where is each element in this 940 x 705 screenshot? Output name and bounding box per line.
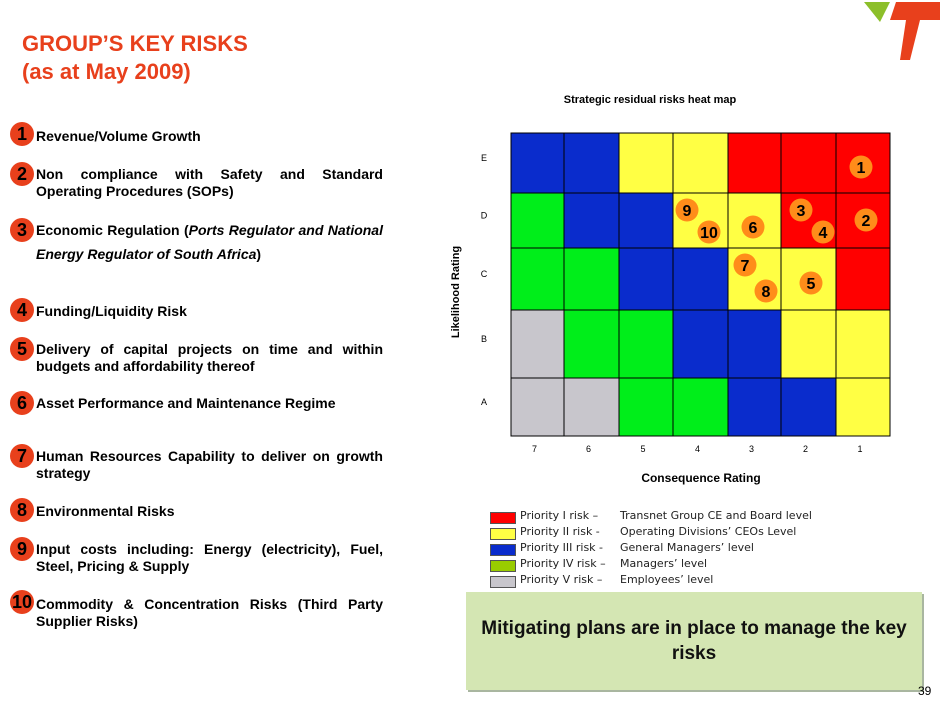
risk-text: Delivery of capital projects on time and within budgets and affordability thereof	[36, 341, 383, 374]
heatmap-y-tick-label: B	[480, 334, 488, 344]
heatmap-cell	[673, 248, 728, 310]
heatmap-x-tick-label: 3	[748, 444, 755, 454]
heatmap-cell	[564, 133, 619, 193]
risk-marker	[790, 199, 813, 222]
page-number: 39	[918, 684, 932, 698]
heatmap-cell	[619, 310, 673, 378]
risk-number-badge: 10	[11, 592, 33, 612]
risk-number-badge: 5	[10, 337, 34, 361]
legend-row	[490, 509, 850, 525]
legend-label: Priority II risk -	[520, 525, 600, 538]
heatmap-cell	[511, 248, 564, 310]
risk-number-badge: 1	[10, 122, 34, 146]
legend-swatch	[490, 544, 516, 556]
heatmap-cell	[564, 248, 619, 310]
heatmap-cell	[836, 310, 890, 378]
risk-marker	[850, 156, 873, 179]
heatmap-cell	[781, 378, 836, 436]
risk-number-badge: 2	[10, 162, 34, 186]
heatmap-cell	[511, 133, 564, 193]
risk-marker-label: 8	[761, 284, 771, 301]
risk-marker-label: 10	[700, 225, 718, 242]
risk-number-badge: 4	[10, 298, 34, 322]
heatmap-cell	[673, 310, 728, 378]
risk-text: Funding/Liquidity Risk	[36, 303, 187, 319]
heatmap-cell	[619, 248, 673, 310]
risk-text: Environmental Risks	[36, 503, 175, 519]
heatmap-cell	[564, 378, 619, 436]
legend-desc: Employees’ level	[620, 573, 714, 586]
heatmap-y-tick-label: E	[480, 153, 488, 163]
heatmap-cell	[673, 133, 728, 193]
heatmap-y-axis-label: Likelihood Rating	[450, 245, 462, 339]
risk-marker	[742, 216, 765, 239]
heatmap-cell	[564, 310, 619, 378]
heatmap-cell	[836, 248, 890, 310]
heatmap-cell	[781, 133, 836, 193]
heatmap-cell	[728, 378, 781, 436]
heatmap-x-tick-label: 7	[531, 444, 538, 454]
heatmap-cell	[728, 310, 781, 378]
legend-swatch	[490, 576, 516, 588]
risk-text: Revenue/Volume Growth	[36, 128, 201, 144]
heatmap-cell	[511, 310, 564, 378]
mitigation-callout	[466, 592, 922, 690]
risk-marker	[800, 272, 823, 295]
legend-desc: General Managers’ level	[620, 541, 754, 554]
risk-marker	[755, 280, 778, 303]
risk-text-italic: Ports Regulator and National Energy Regulator of South Africa	[36, 222, 383, 262]
legend-row	[490, 525, 850, 541]
heatmap-y-tick-label: C	[480, 269, 488, 279]
heatmap-x-tick-label: 6	[585, 444, 592, 454]
legend-swatch	[490, 512, 516, 524]
legend-swatch	[490, 528, 516, 540]
legend-label: Priority I risk –	[520, 509, 599, 522]
risk-text-suffix: )	[256, 246, 262, 262]
heatmap-y-tick-label: A	[480, 397, 488, 407]
legend-label: Priority IV risk –	[520, 557, 606, 570]
heatmap-cell	[728, 248, 781, 310]
heatmap-x-tick-label: 2	[802, 444, 809, 454]
risk-number-badge: 9	[10, 537, 34, 561]
risk-marker-label: 7	[740, 258, 750, 275]
heatmap-cell	[564, 193, 619, 248]
risk-text-prefix: Economic Regulation (	[36, 222, 189, 238]
page-title-line1: GROUP’S KEY RISKS	[22, 31, 248, 56]
legend-label: Priority V risk –	[520, 573, 603, 586]
risk-marker-label: 5	[806, 276, 816, 293]
heatmap-cell	[619, 193, 673, 248]
risk-text: Human Resources Capability to deliver on growth strategy	[36, 448, 383, 481]
heatmap-cell	[511, 378, 564, 436]
legend-swatch	[490, 560, 516, 572]
risk-marker	[698, 221, 721, 244]
legend-desc: Transnet Group CE and Board level	[620, 509, 812, 522]
risk-marker	[855, 209, 878, 232]
heatmap-x-tick-label: 4	[694, 444, 701, 454]
heatmap-x-tick-label: 1	[857, 444, 863, 454]
page-title-line2: (as at May 2009)	[22, 59, 191, 84]
heatmap-cell	[836, 378, 890, 436]
risk-text: Commodity & Concentration Risks (Third Party Supplier Risks)	[36, 596, 383, 629]
heatmap-title: Strategic residual risks heat map	[563, 94, 737, 106]
legend-row	[490, 573, 850, 589]
risk-number-badge: 7	[10, 444, 34, 468]
mitigation-text: Mitigating plans are in place to manage the key risks	[481, 618, 907, 664]
heatmap-cell	[673, 378, 728, 436]
risk-text: Asset Performance and Maintenance Regime	[36, 395, 336, 411]
risk-marker	[676, 199, 699, 222]
legend-row	[490, 541, 850, 557]
heatmap-cell	[781, 310, 836, 378]
heatmap-cell	[511, 193, 564, 248]
risk-marker-label: 9	[682, 203, 692, 220]
risk-marker-label: 1	[856, 160, 866, 177]
legend-desc: Managers’ level	[620, 557, 708, 570]
risk-marker-label: 3	[796, 203, 806, 220]
risk-number-badge: 8	[10, 498, 34, 522]
risk-marker-label: 4	[818, 225, 828, 242]
risk-marker	[812, 221, 835, 244]
heatmap-cell	[619, 378, 673, 436]
risk-marker-label: 2	[861, 213, 871, 230]
heatmap-cell	[619, 133, 673, 193]
risk-number-badge: 3	[10, 218, 34, 242]
legend-desc: Operating Divisions’ CEOs Level	[620, 525, 797, 538]
heatmap-x-axis-label: Consequence Rating	[641, 471, 761, 485]
legend-row	[490, 557, 850, 573]
risk-text: Non compliance with Safety and Standard Operating Procedures (SOPs)	[36, 166, 383, 199]
heatmap-x-tick-label: 5	[640, 444, 646, 454]
legend-label: Priority III risk -	[520, 541, 604, 554]
heatmap-y-tick-label: D	[480, 210, 488, 221]
risk-number-badge: 6	[10, 391, 34, 415]
risk-marker-label: 6	[748, 220, 758, 237]
risk-text: Input costs including: Energy (electricity), Fuel, Steel, Pricing & Supply	[36, 541, 383, 574]
risk-marker	[734, 254, 757, 277]
heatmap-cell	[728, 133, 781, 193]
